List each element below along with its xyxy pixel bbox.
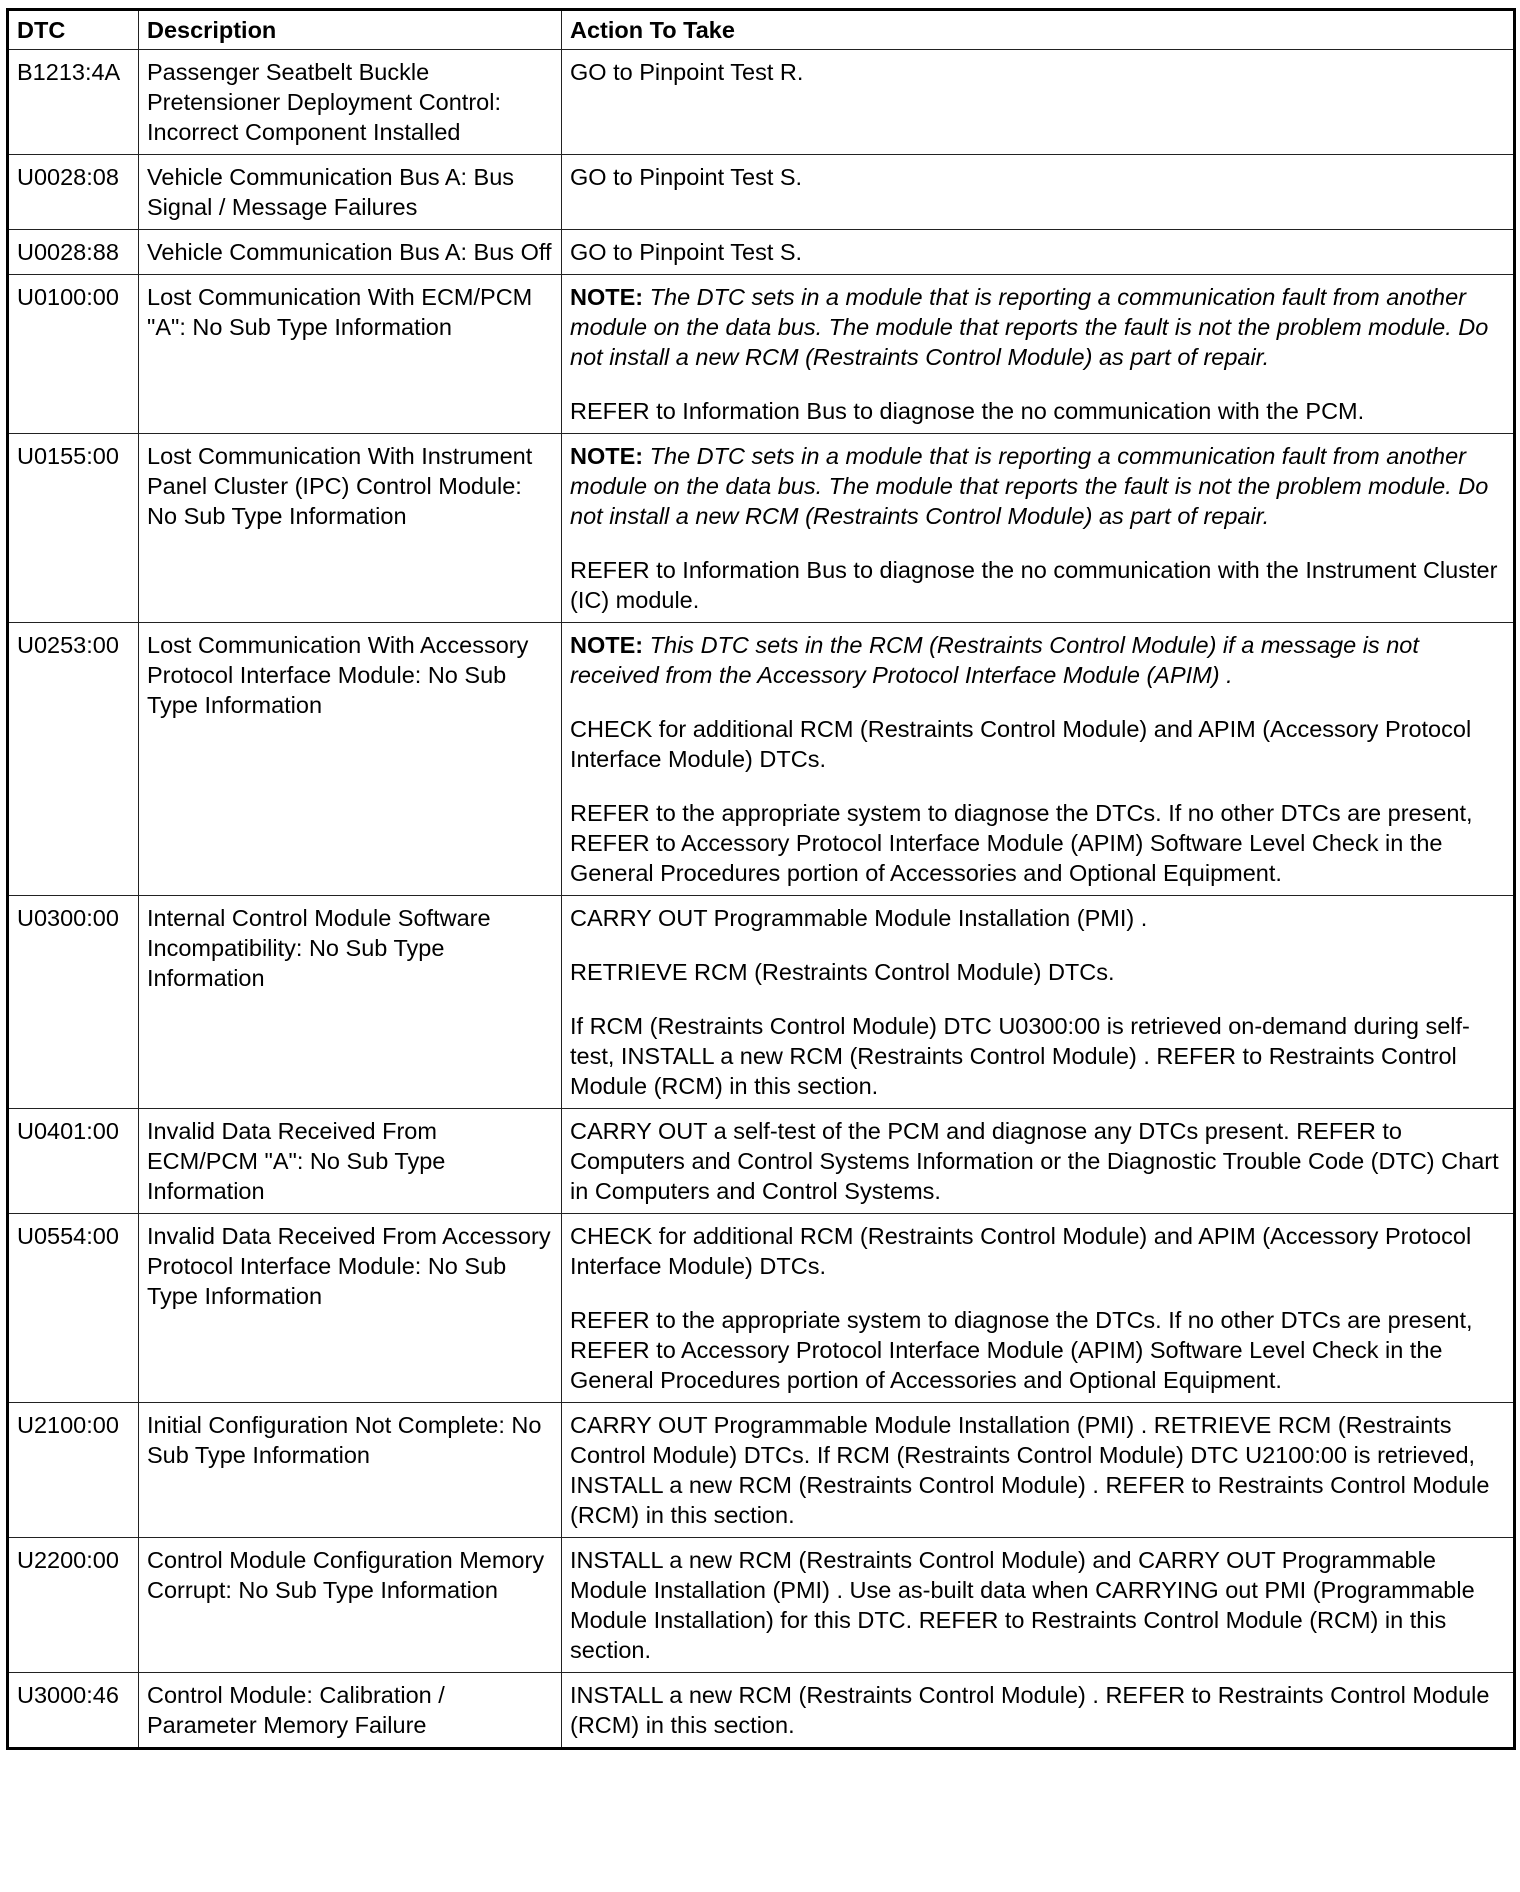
dtc-code: U0100:00	[8, 275, 139, 434]
note-label: NOTE:	[570, 284, 644, 310]
dtc-code: U0028:08	[8, 155, 139, 230]
dtc-description: Control Module: Calibration / Parameter Memory Failure	[139, 1673, 562, 1749]
action-paragraph: REFER to the appropriate system to diagnose the DTCs. If no other DTCs are present, REFER to Accessory Protocol Interface Module (APIM) Software Level Check in the General Procedures portion of Accessories and Optional Equipment.	[570, 1307, 1473, 1393]
action-paragraph: RETRIEVE RCM (Restraints Control Module) DTCs.	[570, 959, 1115, 985]
dtc-action	[562, 1538, 1515, 1673]
header-description: Description	[139, 10, 562, 50]
action-note	[570, 282, 1505, 372]
dtc-action	[562, 1673, 1515, 1749]
table-row	[8, 1403, 1515, 1538]
dtc-action	[562, 50, 1515, 155]
table-row	[8, 155, 1515, 230]
action-paragraph: GO to Pinpoint Test R.	[570, 59, 804, 85]
table-row	[8, 1538, 1515, 1673]
action-paragraph: CARRY OUT a self-test of the PCM and diagnose any DTCs present. REFER to Computers and Control Systems Information or the Diagnostic Trouble Code (DTC) Chart in Computers and Control Systems.	[570, 1118, 1499, 1204]
note-text: This DTC sets in the RCM (Restraints Control Module) if a message is not received from the Accessory Protocol Interface Module (APIM) .	[570, 632, 1419, 688]
dtc-description: Lost Communication With Instrument Panel Cluster (IPC) Control Module: No Sub Type Information	[139, 434, 562, 623]
dtc-action	[562, 230, 1515, 275]
dtc-code: U0253:00	[8, 623, 139, 896]
dtc-action	[562, 1403, 1515, 1538]
action-paragraph: INSTALL a new RCM (Restraints Control Module) . REFER to Restraints Control Module (RCM) in this section.	[570, 1682, 1490, 1738]
header-row	[8, 10, 1515, 50]
dtc-description: Lost Communication With ECM/PCM "A": No Sub Type Information	[139, 275, 562, 434]
table-row	[8, 434, 1515, 623]
table-row	[8, 1109, 1515, 1214]
dtc-code: U0401:00	[8, 1109, 139, 1214]
dtc-code: B1213:4A	[8, 50, 139, 155]
dtc-description: Passenger Seatbelt Buckle Pretensioner Deployment Control: Incorrect Component Installed	[139, 50, 562, 155]
action-paragraph: CHECK for additional RCM (Restraints Control Module) and APIM (Accessory Protocol Interface Module) DTCs.	[570, 716, 1472, 772]
header-action: Action To Take	[562, 10, 1515, 50]
table-header	[8, 10, 1515, 50]
action-paragraph: CHECK for additional RCM (Restraints Control Module) and APIM (Accessory Protocol Interface Module) DTCs.	[570, 1223, 1472, 1279]
dtc-code: U2100:00	[8, 1403, 139, 1538]
note-label: NOTE:	[570, 632, 644, 658]
dtc-description: Vehicle Communication Bus A: Bus Signal / Message Failures	[139, 155, 562, 230]
header-dtc: DTC	[8, 10, 139, 50]
action-paragraph: GO to Pinpoint Test S.	[570, 239, 803, 265]
table-row	[8, 1673, 1515, 1749]
dtc-description: Invalid Data Received From Accessory Protocol Interface Module: No Sub Type Information	[139, 1214, 562, 1403]
action-paragraph: REFER to Information Bus to diagnose the no communication with the PCM.	[570, 398, 1365, 424]
dtc-description: Control Module Configuration Memory Corrupt: No Sub Type Information	[139, 1538, 562, 1673]
dtc-code: U0554:00	[8, 1214, 139, 1403]
dtc-code: U0300:00	[8, 896, 139, 1109]
action-paragraph: CARRY OUT Programmable Module Installation (PMI) . RETRIEVE RCM (Restraints Control Module) DTCs. If RCM (Restraints Control Module) DTC U2100:00 is retrieved, INSTALL a new RCM (Restraints Control Module) . REFER to Restraints Control Module (RCM) in this section.	[570, 1412, 1490, 1528]
dtc-action	[562, 1214, 1515, 1403]
dtc-table	[6, 8, 1516, 1750]
dtc-action	[562, 623, 1515, 896]
dtc-action	[562, 434, 1515, 623]
dtc-description: Initial Configuration Not Complete: No Sub Type Information	[139, 1403, 562, 1538]
dtc-code: U3000:46	[8, 1673, 139, 1749]
dtc-code: U2200:00	[8, 1538, 139, 1673]
action-note	[570, 630, 1505, 690]
action-paragraph: CARRY OUT Programmable Module Installation (PMI) .	[570, 905, 1148, 931]
action-paragraph: GO to Pinpoint Test S.	[570, 164, 803, 190]
action-paragraph: REFER to the appropriate system to diagnose the DTCs. If no other DTCs are present, REFER to Accessory Protocol Interface Module (APIM) Software Level Check in the General Procedures portion of Accessories and Optional Equipment.	[570, 800, 1473, 886]
dtc-description: Invalid Data Received From ECM/PCM "A": No Sub Type Information	[139, 1109, 562, 1214]
note-label: NOTE:	[570, 443, 644, 469]
dtc-action	[562, 896, 1515, 1109]
action-paragraph: INSTALL a new RCM (Restraints Control Module) and CARRY OUT Programmable Module Installation (PMI) . Use as-built data when CARRYING out PMI (Programmable Module Installation) for this DTC. REFER to Restraints Control Module (RCM) in this section.	[570, 1547, 1475, 1663]
table-row	[8, 275, 1515, 434]
table-row	[8, 230, 1515, 275]
action-paragraph: REFER to Information Bus to diagnose the no communication with the Instrument Cluster (IC) module.	[570, 557, 1498, 613]
table-body	[8, 50, 1515, 1749]
table-row	[8, 896, 1515, 1109]
dtc-description: Vehicle Communication Bus A: Bus Off	[139, 230, 562, 275]
dtc-action	[562, 155, 1515, 230]
note-text: The DTC sets in a module that is reporting a communication fault from another module on the data bus. The module that reports the fault is not the problem module. Do not install a new RCM (Restraints Control Module) as part of repair.	[570, 443, 1489, 529]
action-paragraph: If RCM (Restraints Control Module) DTC U0300:00 is retrieved on-demand during self-test, INSTALL a new RCM (Restraints Control Module) . REFER to Restraints Control Module (RCM) in this section.	[570, 1013, 1470, 1099]
dtc-action	[562, 275, 1515, 434]
table-row	[8, 1214, 1515, 1403]
dtc-code: U0155:00	[8, 434, 139, 623]
dtc-description: Internal Control Module Software Incompatibility: No Sub Type Information	[139, 896, 562, 1109]
dtc-action	[562, 1109, 1515, 1214]
table-row	[8, 623, 1515, 896]
action-note	[570, 441, 1505, 531]
dtc-description: Lost Communication With Accessory Protocol Interface Module: No Sub Type Information	[139, 623, 562, 896]
dtc-code: U0028:88	[8, 230, 139, 275]
table-row	[8, 50, 1515, 155]
note-text: The DTC sets in a module that is reporting a communication fault from another module on the data bus. The module that reports the fault is not the problem module. Do not install a new RCM (Restraints Control Module) as part of repair.	[570, 284, 1489, 370]
